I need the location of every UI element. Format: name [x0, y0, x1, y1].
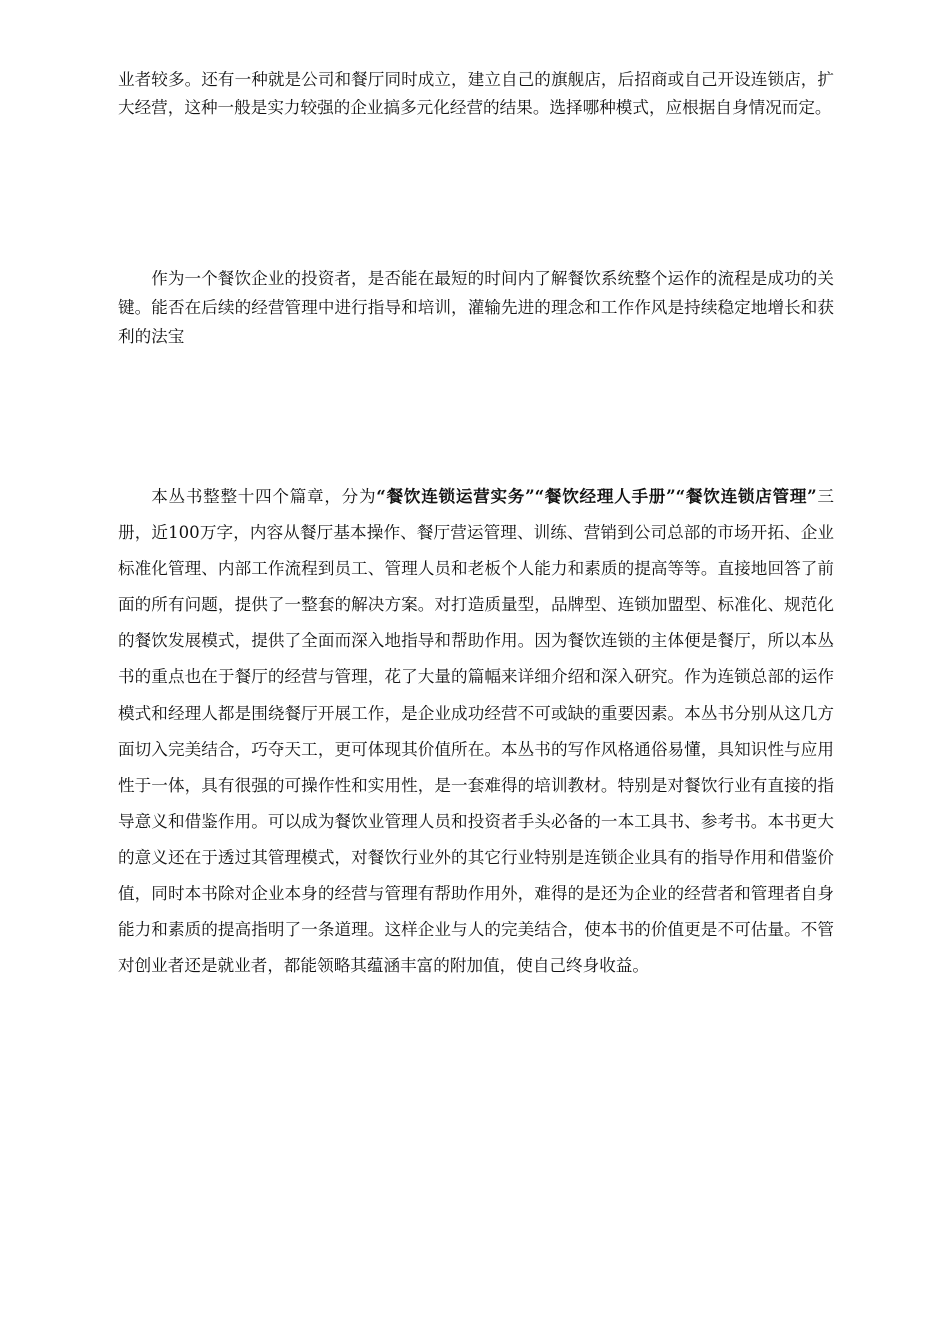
paragraph-investor-key: 作为一个餐饮企业的投资者，是否能在最短的时间内了解餐饮系统整个运作的流程是成功的关键。能否在后续的经营管理中进行指导和培训，灌输先进的理念和工作作风是持续稳定地增长和获利的法宝 — [118, 269, 834, 346]
book-series-body: 三册，近100万字，内容从餐厅基本操作、餐厅营运管理、训练、营销到公司总部的市场开拓、企业标准化管理、内部工作流程到员工、管理人员和老板个人能力和素质的提高等等。直接地回答了前面的所有问题，提供了一整套的解决方案。对打造质量型，品牌型、连锁加盟型、标准化、规范化的餐饮发展模式，提供了全面而深入地指导和帮助作用。因为餐饮连锁的主体便是餐厅，所以本丛书的重点也在于餐厅的经营与管理，花了大量的篇幅来详细介绍和深入研究。作为连锁总部的运作模式和经理人都是围绕餐厅开展工作，是企业成功经营不可或缺的重要因素。本丛书分别从这几方面切入完美结合，巧夺天工，更可体现其价值所在。本丛书的写作风格通俗易懂，具知识性与应用性于一体，具有很强的可操作性和实用性，是一套难得的培训教材。特别是对餐饮行业有直接的指导意义和借鉴作用。可以成为餐饮业管理人员和投资者手头必备的一本工具书、参考书。本书更大的意义还在于透过其管理模式，对餐饮行业外的其它行业特别是连锁企业具有的指导作用和借鉴价值，同时本书除对企业本身的经营与管理有帮助作用外，难得的是还为企业的经营者和管理者自身能力和素质的提高指明了一条道理。这样企业与人的完美结合，使本书的价值更是不可估量。不管对创业者还是就业者，都能领略其蕴涵丰富的附加值，使自己终身收益。 — [118, 487, 835, 976]
book-title-manager-handbook: “餐饮经理人手册” — [534, 486, 676, 506]
book-title-chain-management: “餐饮连锁店管理” — [675, 486, 817, 506]
book-title-operations: “餐饮连锁运营实务” — [376, 486, 535, 506]
paragraph-business-models: 业者较多。还有一种就是公司和餐厅同时成立，建立自己的旗舰店，后招商或自己开设连锁店，扩大经营，这种一般是实力较强的企业搞多元化经营的结果。选择哪种模式，应根据自身情况而定。 — [118, 70, 834, 117]
book-series-intro: 本丛书整整十四个篇章，分为 — [151, 487, 377, 506]
paragraph-book-series — [118, 478, 834, 984]
